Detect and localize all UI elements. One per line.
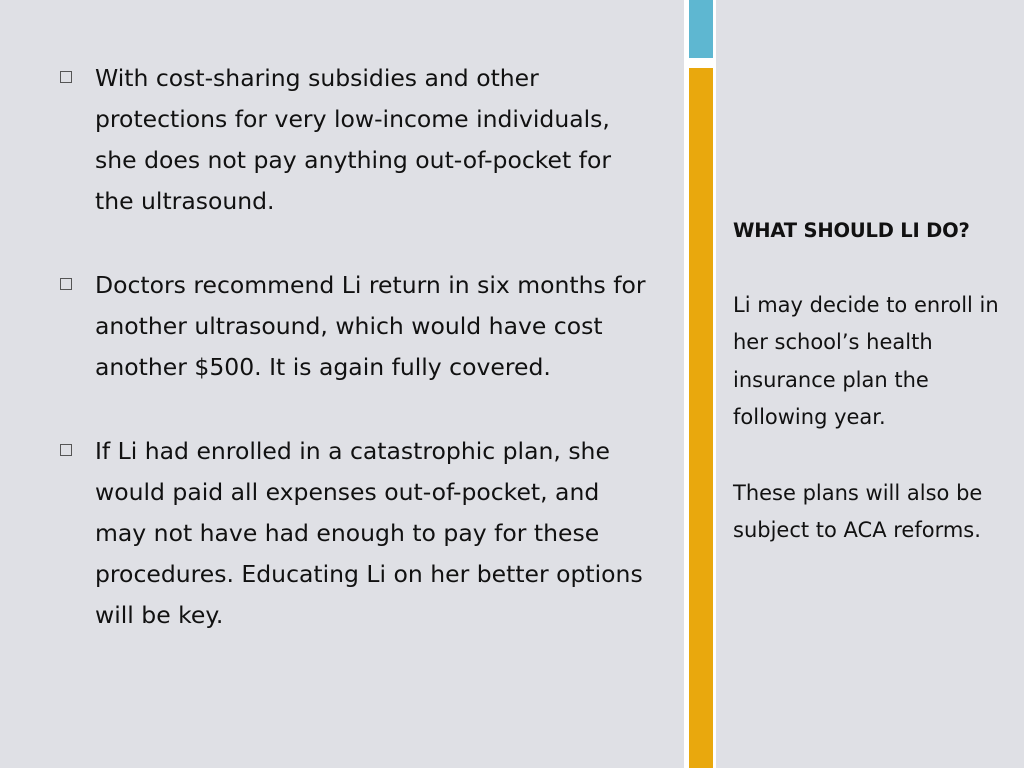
bullet-item bbox=[58, 431, 648, 636]
accent-bar-blue bbox=[689, 0, 713, 58]
sidebar-paragraph-1: Li may decide to enroll in her school’s health insurance plan the following year. bbox=[733, 292, 999, 429]
bullet-text: If Li had enrolled in a catastrophic plan, she would paid all expenses out-of-pocket, and may not have had enough to pay for these procedures. Educating Li on her better options will be key. bbox=[95, 437, 643, 629]
hollow-square-bullet-icon bbox=[60, 444, 72, 456]
bullet-list bbox=[58, 58, 648, 679]
hollow-square-bullet-icon bbox=[60, 71, 72, 83]
bullet-text: Doctors recommend Li return in six months for another ultrasound, which would have cost another $500. It is again fully covered. bbox=[95, 271, 646, 381]
accent-bar-gold bbox=[689, 68, 713, 768]
sidebar-paragraph-2: These plans will also be subject to ACA reforms. bbox=[733, 480, 983, 542]
bullet-text: With cost-sharing subsidies and other protections for very low-income individuals, she does not pay anything out-of-pocket for the ultrasound. bbox=[95, 64, 611, 215]
sidebar-heading: WHAT SHOULD LI DO? bbox=[733, 219, 970, 242]
hollow-square-bullet-icon bbox=[60, 278, 72, 290]
bullet-item bbox=[58, 58, 648, 222]
bullet-item bbox=[58, 265, 648, 388]
sidebar-text bbox=[733, 212, 1015, 588]
